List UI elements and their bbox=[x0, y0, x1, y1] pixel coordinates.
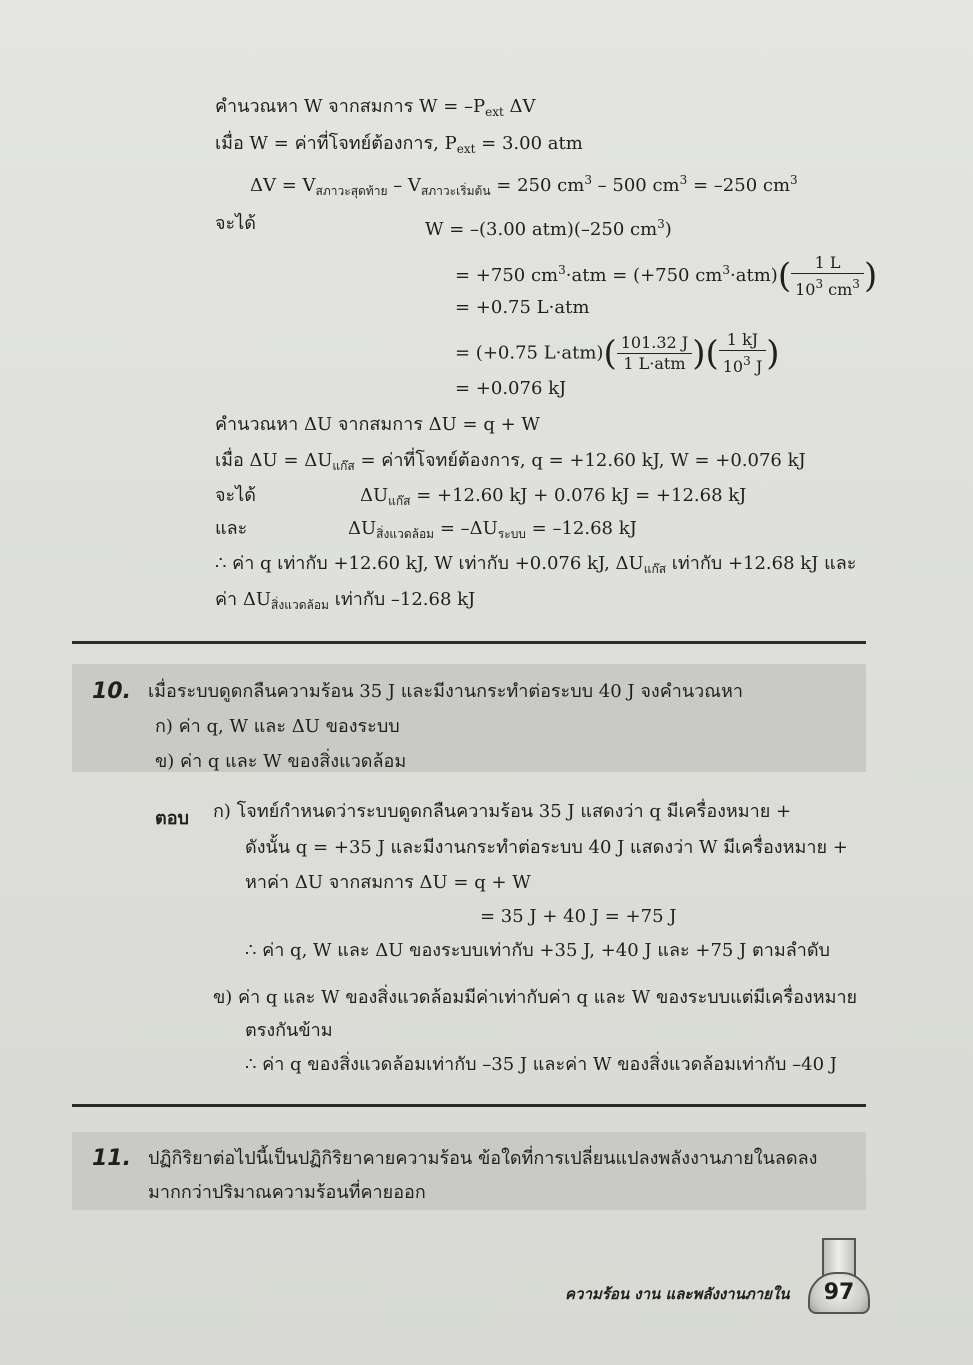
calc-line-10: เมื่อ $\Delta U = \Delta U_{แก๊ส}$ = ค่าที่โจทย์ต้องการ, q = +12.60 kJ, W = +0.076 kJ bbox=[215, 450, 806, 473]
fraction-kj-per-j: $\frac{1 kJ}{10^3 J}$ bbox=[719, 330, 767, 377]
calc-line-1: คำนวณหา W จากสมการ $W = -P_{ext}$ ΔV bbox=[215, 96, 536, 119]
calc-line-2: เมื่อ W = ค่าที่โจทย์ต้องการ, $P_{ext} = 3.00$ atm bbox=[215, 133, 583, 156]
calc-line-4: W = –(3.00 atm)(–250 $cm^3$) bbox=[425, 217, 672, 240]
calc-line-8: = +0.076 kJ bbox=[455, 378, 567, 399]
answer-b-line-3: ∴ ค่า q ของสิ่งแวดล้อมเท่ากับ –35 J และค่า W ของสิ่งแวดล้อมเท่ากับ –40 J bbox=[245, 1054, 837, 1075]
answer-label: ตอบ bbox=[155, 808, 189, 829]
calc-line-3: $\Delta V = V_{สภาวะสุดท้าย} - V_{สภาวะเริ่มต้น} = 250$ $cm^3 - 500$ $cm^3 = -250$ $cm^3$ bbox=[250, 173, 798, 198]
question-11-text-1: ปฏิกิริยาต่อไปนี้เป็นปฏิกิริยาคายความร้อน ข้อใดที่การเปลี่ยนแปลงพลังงานภายในลดลง bbox=[148, 1148, 818, 1169]
calc-line-12: $\Delta U_{สิ่งแวดล้อม} = -\Delta U_{ระบบ} = -12.68$ kJ bbox=[348, 518, 637, 541]
answer-a-line-3: หาค่า ΔU จากสมการ ΔU = q + W bbox=[245, 872, 531, 893]
fraction-joule-per-latm: $\frac{101.32 J}{\text{1 L·atm}}$ bbox=[617, 333, 692, 374]
question-10-part-a: ก) ค่า q, W และ ΔU ของระบบ bbox=[155, 716, 400, 737]
question-10-part-b: ข) ค่า q และ W ของสิ่งแวดล้อม bbox=[155, 751, 407, 772]
question-11-text-2: มากกว่าปริมาณความร้อนที่คายออก bbox=[148, 1182, 426, 1203]
calc-line-9: คำนวณหา ΔU จากสมการ ΔU = q + W bbox=[215, 414, 540, 435]
question-11-number: 11. bbox=[92, 1146, 131, 1171]
divider-2 bbox=[72, 1104, 866, 1107]
divider-1 bbox=[72, 641, 866, 644]
and-label: และ bbox=[215, 518, 248, 539]
answer-a-line-1: ก) โจทย์กำหนดว่าระบบดูดกลืนความร้อน 35 J แสดงว่า q มีเครื่องหมาย + bbox=[213, 801, 792, 822]
calc-line-6: = +0.75 L·atm bbox=[455, 297, 590, 318]
jadai-label-1: จะได้ bbox=[215, 213, 256, 234]
calc-line-5: = +750 $cm^3\cdot atm = (+750$ $cm^3\cdot atm$)( $\frac{1 L}{10^3 cm^3}$ ) bbox=[455, 252, 878, 299]
jadai-label-2: จะได้ bbox=[215, 485, 256, 506]
question-10-text: เมื่อระบบดูดกลืนความร้อน 35 J และมีงานกระทำต่อระบบ 40 J จงคำนวณหา bbox=[148, 681, 743, 702]
answer-b-line-2: ตรงกันข้าม bbox=[245, 1020, 333, 1041]
answer-a-line-4: = 35 J + 40 J = +75 J bbox=[480, 906, 677, 927]
fraction-1L-per-10e3cm3: $\frac{1 L}{10^3 cm^3}$ bbox=[791, 253, 864, 300]
calc-line-14: ค่า $\Delta U_{สิ่งแวดล้อม}$ เท่ากับ –12.68 kJ bbox=[215, 589, 476, 612]
chapter-title-footer: ความร้อน งาน และพลังงานภายใน bbox=[565, 1285, 790, 1303]
flask-icon bbox=[822, 1238, 856, 1276]
calc-line-13: ∴ ค่า q เท่ากับ +12.60 kJ, W เท่ากับ +0.076 kJ, $\Delta U_{แก๊ส}$ เท่ากับ +12.68 kJ และ bbox=[215, 553, 857, 576]
answer-a-line-5: ∴ ค่า q, W และ ΔU ของระบบเท่ากับ +35 J, +40 J และ +75 J ตามลำดับ bbox=[245, 940, 830, 961]
answer-b-line-1: ข) ค่า q และ W ของสิ่งแวดล้อมมีค่าเท่ากับค่า q และ W ของระบบแต่มีเครื่องหมาย bbox=[213, 987, 858, 1008]
answer-a-line-2: ดังนั้น q = +35 J และมีงานกระทำต่อระบบ 40 J แสดงว่า W มีเครื่องหมาย + bbox=[245, 837, 848, 858]
question-10-number: 10. bbox=[92, 679, 131, 704]
calc-line-7: = (+0.75 L·atm)( $\frac{101.32 J}{\text{1 L·atm}}$ )( $\frac{1 kJ}{10^3 J}$ ) bbox=[455, 330, 780, 376]
calc-line-11: $\Delta U_{แก๊ส} = +12.60$ kJ + 0.076 kJ = +12.68 kJ bbox=[360, 485, 747, 508]
page-number: 97 bbox=[808, 1272, 870, 1314]
